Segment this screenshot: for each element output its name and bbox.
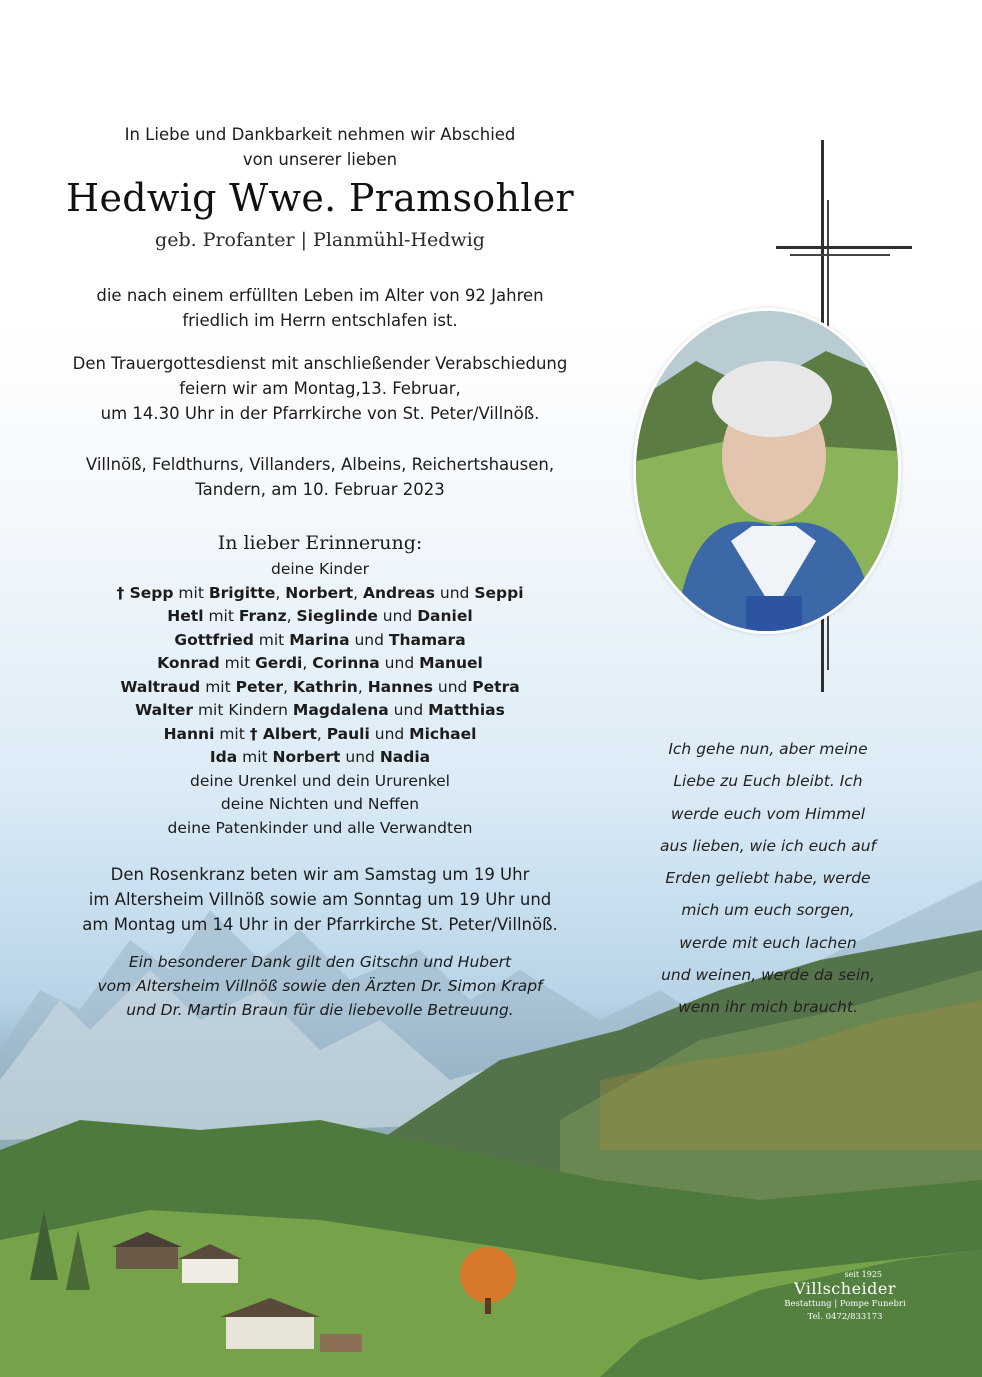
intro-line: von unserer lieben xyxy=(242,150,398,169)
family-list xyxy=(60,558,580,840)
family-connector: deine Urenkel und dein Ururenkel xyxy=(190,771,450,790)
family-name: Kathrin xyxy=(292,677,358,696)
poem-line: werde euch vom Himmel xyxy=(670,804,866,823)
rosary-text xyxy=(60,862,580,937)
family-connector: mit xyxy=(200,677,236,696)
family-name: Andreas xyxy=(363,583,435,602)
family-connector: , xyxy=(286,607,297,625)
family-connector: deine Patenkinder und alle Verwandten xyxy=(167,818,473,837)
poem-line: Ich gehe nun, aber meine xyxy=(668,740,868,758)
intro-text xyxy=(60,122,580,172)
service-line: um 14.30 Uhr in der Pfarrkirche von St. Peter/Villnöß. xyxy=(100,404,540,423)
family-connector: mit xyxy=(219,654,256,672)
thanks-line: vom Altersheim Villnöß sowie den Ärzten Dr. Simon Krapf xyxy=(97,977,543,995)
family-name: Daniel xyxy=(417,607,473,625)
family-connector: deine Nichten und Neffen xyxy=(220,795,420,813)
family-connector: , xyxy=(353,583,364,602)
poem-line: werde mit euch lachen xyxy=(679,933,857,952)
thanks-line: und Dr. Martin Braun für die liebevolle Betreuung. xyxy=(126,1001,514,1019)
family-line xyxy=(60,629,580,653)
service-text xyxy=(60,351,580,426)
funeral-home-logo xyxy=(770,1270,920,1324)
family-name: Brigitte xyxy=(208,583,276,602)
place-date-text xyxy=(60,452,580,502)
poem-line: Erden geliebt habe, werde xyxy=(665,869,871,888)
logo-brand: Villscheider xyxy=(793,1279,897,1298)
family-line xyxy=(60,582,580,606)
family-name: Peter xyxy=(235,677,284,696)
family-connector: und xyxy=(388,701,429,719)
place-date-line: Villnöß, Feldthurns, Villanders, Albeins, Reichertshausen, xyxy=(85,455,555,474)
family-connector: mit Kindern xyxy=(193,701,293,719)
family-line xyxy=(60,558,580,582)
family-connector: und xyxy=(434,583,475,602)
cross-icon xyxy=(790,254,890,256)
family-name: † Sepp xyxy=(116,583,174,602)
family-connector: mit xyxy=(214,724,250,743)
service-line: Den Trauergottesdienst mit anschließender Verabschiedung xyxy=(72,354,568,373)
logo-subtitle: Bestattung | Pompe Funebri xyxy=(784,1299,906,1309)
logo-phone: Tel. 0472/833173 xyxy=(807,1312,883,1322)
family-line xyxy=(60,746,580,770)
family-line xyxy=(60,676,580,700)
poem-line: Liebe zu Euch bleibt. Ich xyxy=(673,772,863,791)
family-connector: mit xyxy=(173,583,209,602)
family-name: Norbert xyxy=(285,583,354,602)
family-connector: und xyxy=(379,654,420,672)
family-connector: und xyxy=(369,724,410,743)
family-line xyxy=(60,817,580,841)
logo-since: seit 1925 xyxy=(844,1270,882,1279)
family-name: Nadia xyxy=(379,748,431,766)
family-name: Hannes xyxy=(367,677,433,696)
family-name: Hetl xyxy=(167,607,204,625)
family-name: Gerdi xyxy=(255,654,303,672)
family-name: Konrad xyxy=(157,654,220,672)
family-connector: mit xyxy=(253,630,290,649)
family-name: Waltraud xyxy=(120,677,201,696)
family-line xyxy=(60,723,580,747)
rosary-line: Den Rosenkranz beten wir am Samstag um 19 Uhr xyxy=(110,865,530,884)
family-name: Walter xyxy=(135,701,194,719)
family-name: Norbert xyxy=(272,748,341,766)
family-name: Manuel xyxy=(419,654,483,672)
place-date-line: Tandern, am 10. Februar 2023 xyxy=(195,480,445,499)
birth-name: geb. Profanter | Planmühl-Hedwig xyxy=(155,229,485,251)
poem-text xyxy=(640,733,896,1024)
family-name: Gottfried xyxy=(174,630,254,649)
family-name: Michael xyxy=(409,724,477,743)
family-line xyxy=(60,699,580,723)
family-name: † Albert xyxy=(249,724,317,743)
family-connector: , xyxy=(283,677,293,696)
family-connector: und xyxy=(377,607,418,625)
passing-line: friedlich im Herrn entschlafen ist. xyxy=(182,311,458,330)
memory-title: In lieber Erinnerung: xyxy=(217,532,423,554)
family-connector: und xyxy=(432,677,473,696)
thanks-text xyxy=(60,950,580,1022)
poem-line: wenn ihr mich braucht. xyxy=(678,998,858,1017)
family-line xyxy=(60,770,580,794)
family-connector: , xyxy=(302,654,313,672)
portrait-photo xyxy=(633,308,901,634)
family-connector: , xyxy=(275,583,286,602)
family-line xyxy=(60,605,580,629)
family-name: Marina xyxy=(289,630,350,649)
family-name: Sieglinde xyxy=(296,607,378,625)
family-connector: mit xyxy=(203,607,239,625)
family-name: Pauli xyxy=(326,724,370,743)
intro-line: In Liebe und Dankbarkeit nehmen wir Abschied xyxy=(124,125,516,144)
poem-line: mich um euch sorgen, xyxy=(681,901,855,920)
family-connector: deine Kinder xyxy=(270,560,369,578)
deceased-name: Hedwig Wwe. Pramsohler xyxy=(66,176,574,220)
service-line: feiern wir am Montag,13. Februar, xyxy=(179,379,461,398)
family-name: Franz xyxy=(238,607,287,625)
family-name: Petra xyxy=(472,677,520,696)
poem-line: und weinen, werde da sein, xyxy=(661,966,875,985)
family-name: Seppi xyxy=(474,583,524,602)
family-name: Hanni xyxy=(163,724,215,743)
family-connector: mit xyxy=(237,748,273,766)
rosary-line: am Montag um 14 Uhr in der Pfarrkirche St. Peter/Villnöß. xyxy=(82,915,558,934)
family-name: Thamara xyxy=(388,630,466,649)
passing-line: die nach einem erfüllten Leben im Alter von 92 Jahren xyxy=(96,286,544,305)
cross-icon xyxy=(776,246,912,249)
poem-line: aus lieben, wie ich euch auf xyxy=(660,836,876,855)
family-connector: und xyxy=(340,748,380,766)
family-line xyxy=(60,793,580,817)
family-connector: , xyxy=(357,677,368,696)
family-line xyxy=(60,652,580,676)
rosary-line: im Altersheim Villnöß sowie am Sonntag um 19 Uhr und xyxy=(88,890,552,909)
family-name: Ida xyxy=(209,748,238,766)
family-connector: und xyxy=(349,630,389,649)
thanks-line: Ein besonderer Dank gilt den Gitschn und Hubert xyxy=(128,953,512,971)
passing-text xyxy=(60,283,580,333)
family-connector: , xyxy=(316,724,327,743)
family-name: Corinna xyxy=(312,654,380,672)
family-name: Magdalena xyxy=(292,701,389,719)
family-name: Matthias xyxy=(428,701,505,719)
